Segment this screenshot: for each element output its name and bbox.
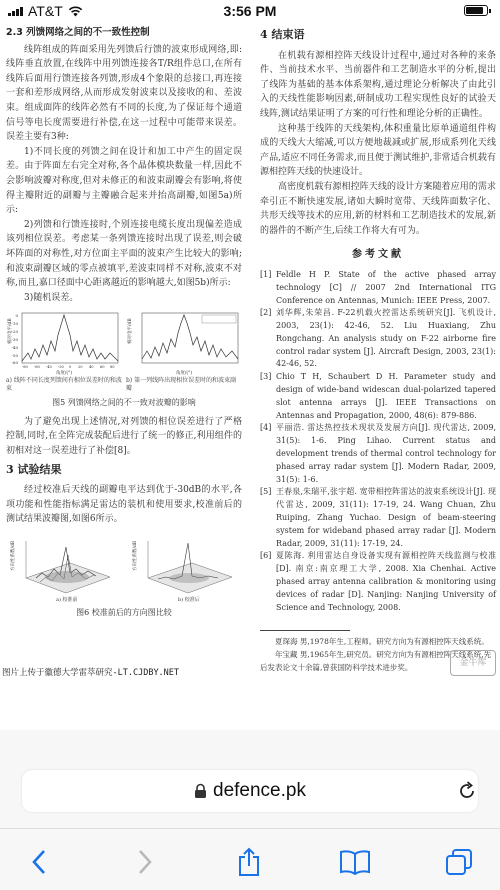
svg-text:-80: -80	[22, 365, 28, 370]
reference-item: [2] 刘华辉,朱荣昌. F-22机载火控雷达系统研究[J]. 飞机设计, 2003, 23(1): 42-46, 52. Liu Huaxiang, Zhu Rongchang. An analysis study on F-22 airborne fire control radar system [J]. Aircraft Design, 2003, 23(1): 42-46, 52.	[260, 308, 496, 369]
axis-xlabel: 角度/(°)	[55, 371, 73, 376]
author-note: 年宝藏 男,1965年生,研究员。研究方向为有源相控阵天线系统,先后发表论文十余篇,曾获国防科学技术进步奖。	[260, 650, 492, 673]
figure-6b	[128, 533, 242, 603]
share-button[interactable]	[234, 847, 264, 877]
svg-text:-20: -20	[58, 365, 64, 370]
chevron-left-icon	[31, 849, 47, 875]
paragraph: 经过校准后天线的副瓣电平达到优于-30dB的水平,各项功能和性能指标满足雷达的装机和使用要求,校准前后的测试结果波瓣图,如图6所示。	[6, 485, 242, 525]
figure-6a-label: a) 校准前	[56, 597, 78, 604]
3d-pattern-after	[128, 533, 242, 603]
svg-text:-20: -20	[11, 329, 18, 335]
paragraph: 1)不同长度的列馈之间在设计和加工中产生的固定误差。由于阵面左右完全对称,各个晶体模块数量一样,因此不会影响波瓣对称度,但对未修正的和波束副瓣会有影响,将使得主瓣附近的副瓣与主瓣融合起来并抬高副瓣,如图5a)所示:	[6, 146, 242, 216]
section-heading-4: 4 结束语	[260, 28, 305, 41]
figure-5-caption: 图5 列馈网络之间的不一致对波瓣的影响	[52, 398, 196, 408]
battery-icon	[464, 5, 488, 16]
share-icon	[237, 847, 261, 877]
axis-zlabel: 方向性系数/dB	[133, 540, 138, 572]
axis-zlabel: 方向性系数/dB	[11, 540, 16, 572]
figure-6a	[6, 533, 120, 603]
reload-icon[interactable]	[456, 780, 478, 802]
paragraph: 高密度机载有源相控阵天线的设计方案随着应用的需求牵引正不断快速发展,诸如大瞬时宽带、天线阵面数字化、共形天线等技术的应用,新的材料和工艺制造技术的发展,新的器件的不断产生,后续工作将大有可为。	[260, 181, 496, 236]
url-text: defence.pk	[213, 780, 306, 801]
section-heading-2-3: 2.3 列馈网络之间的不一致性控制	[6, 27, 150, 38]
lock-icon	[194, 783, 207, 799]
address-bar-area	[0, 730, 500, 828]
paragraph: 在机载有源相控阵天线设计过程中,通过对各种的来条件、当前技术水平、当前器件和工艺制造水平的分析,提出了线阵为基础的基本体系架构,通过理论分析解决了由此引入的天线性能影响因素,研制成功工程实现性良好的试验天线阵,测试结果证明了方案的可行性和理论分析的正确性。	[260, 50, 496, 119]
section-heading-3: 3 试验结果	[6, 462, 62, 476]
author-note: 夏琛海 男,1978年生,工程师。研究方向为有源相控阵天线系统。	[275, 637, 489, 647]
chevron-right-icon	[137, 849, 153, 875]
footnote-divider	[260, 630, 350, 631]
svg-text:-10: -10	[11, 321, 18, 327]
figure-5a-caption: a) 线阵不同长度列馈间有相位误差时的和波束	[6, 377, 122, 393]
left-column	[6, 26, 242, 625]
references-title: 参考文献	[352, 249, 404, 261]
paragraph: 线阵组成的阵面采用先列馈后行馈的波束形成网络,即:线阵垂直放置,在线阵中用列馈连接各T/R组件总口,在所有线阵后面用行馈连接各列馈,形成4个象限的总接口,再连接一套和差形成网络,从而形成发射波束以及接收的和、差波束。组成面阵的线阵必然有不同的长度,为了保证每个通道信号等电长度需要进行补偿,在这一过程中可能带来误差。误差主要有3种:	[6, 44, 242, 143]
svg-text:-40: -40	[46, 365, 52, 370]
reference-item: [1] Feldle H P. State of the active phased array technology [C] // 2007 2nd International ITG Conference on Antennas, Munich: IEEE Press, 2007.	[260, 269, 496, 305]
tabs-icon	[445, 848, 473, 876]
paragraph: 为了避免出现上述情况,对列馈的相位误差进行了严格控制,同时,在全阵完成装配后进行了统一的修正,利用组件的初相对这一误差进行了补偿[8]。	[6, 416, 242, 457]
figure-5b	[126, 311, 242, 375]
pattern-plot-b	[126, 311, 242, 375]
carrier-label: AT&T	[28, 3, 63, 19]
forward-button[interactable]	[130, 847, 160, 877]
svg-text:-40: -40	[11, 345, 18, 351]
figure-5a	[6, 311, 122, 375]
reference-item: [3] Chio T H, Schaubert D H. Parameter study and design of wide-band widescan dual-polarized tapered slot antenna arrays [J]. IEEE Transactions on Antennas and Propagation, 2000, 48(6): 879-886.	[260, 372, 496, 420]
document-view[interactable]	[0, 22, 500, 730]
paragraph: 3)随机误差。	[24, 292, 79, 303]
pattern-plot-a	[6, 311, 122, 375]
figure-6	[6, 533, 242, 603]
back-button[interactable]	[24, 847, 54, 877]
svg-text:20: 20	[78, 365, 83, 370]
figure-5b-caption: b) 第一列线阵出现相位误差时的和波束副瓣	[126, 377, 237, 393]
reference-item: [6] 夏陈海. 利用雷达自身设备实现有源相控阵天线监测与校准[D]. 南京:南京理工大学, 2008. Xia Chenhai. Active phased array antenna calibration & monitoring using devices of radar [D]. Nanjing: Nanjing University of Science and Technology, 2008.	[260, 551, 496, 612]
reference-item: [4] 平丽浩. 雷达热控技术现状及发展方向[J]. 现代雷达, 2009, 31(5): 1-6. Ping Lihao. Current status and development trends of thermal control technology for phased array radar system [J]. Modern Radar, 2009, 31(5): 1-6.	[260, 423, 496, 484]
bookmarks-button[interactable]	[338, 847, 372, 877]
status-bar	[0, 0, 500, 22]
stamp-logo: 金牛库	[450, 650, 496, 676]
reference-item: [5] 王春泉,朱瑞平,张宇超. 宽带相控阵雷达的波束系统设计[J]. 现代雷达, 2009, 31(11): 17-19, 24. Wang Chuan, Zhu Ruiping, Zhang Yuchao. Design of beam-steering system for wideband phased array radar [J]. Modern Radar, 2009, 31(11): 17-19, 24.	[260, 487, 496, 548]
watermark: 图片上传于徽德大学雷萃研究-LT.CJDBY.NET	[2, 668, 180, 678]
paragraph: 这种基于线阵的天线架构,体积重量比原单通道组件构成的天线大大缩减,可以方便地裁减或扩展,形成系列化天线产品,适应不同任务需求,而且便于测试维护,非常适合机载有源相控阵天线的快速设计。	[260, 123, 496, 178]
svg-text:-30: -30	[11, 337, 18, 343]
3d-pattern-before	[6, 533, 120, 603]
svg-text:-50: -50	[11, 353, 18, 359]
figure-5	[6, 311, 242, 375]
svg-text:-60: -60	[34, 365, 40, 370]
axis-ylabel: 相对电平/dB	[8, 318, 13, 345]
axis-ylabel: 相对电平/dB	[128, 318, 133, 345]
book-icon	[339, 849, 371, 875]
tabs-button[interactable]	[444, 847, 474, 877]
svg-text:60: 60	[100, 365, 105, 370]
axis-xlabel: 角度/(°)	[175, 371, 193, 376]
figure-6b-label: b) 校准后	[178, 597, 200, 604]
svg-text:80: 80	[110, 365, 115, 370]
svg-text:40: 40	[89, 365, 94, 370]
figure-6-caption: 图6 校准前后的方向图比较	[76, 608, 172, 618]
paragraph: 2)列馈和行馈连接时,个别连接电缆长度出现偏差造成该列相位误差。考虑某一条列馈连接时出现了误差,则会破坏阵面的对称性,对方位面主平面的波束产生比较大的影响;和波束副瓣区域的零点被填平,差波束同样不对称,波束不对称,而且,嘉口径面中心距离越近的影响越大,如图5b)所示:	[6, 219, 242, 289]
svg-text:0: 0	[15, 313, 18, 319]
svg-text:0: 0	[69, 365, 72, 370]
url-bar[interactable]	[22, 770, 478, 812]
status-time: 3:56 PM	[223, 3, 277, 19]
bottom-toolbar	[0, 828, 500, 890]
reference-list	[260, 269, 496, 615]
svg-text:-60: -60	[11, 360, 18, 366]
right-column	[260, 26, 496, 674]
